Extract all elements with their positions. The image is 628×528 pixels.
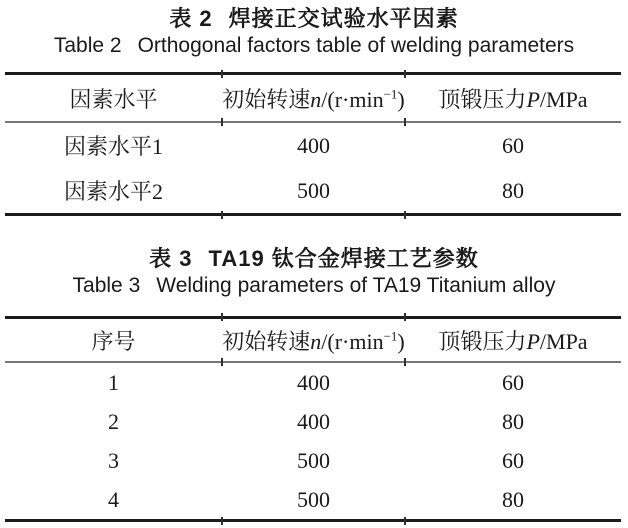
table2-header-initial-speed: 初始转速$n/(r\cdot\min^{-1})$ bbox=[222, 86, 405, 112]
table-row bbox=[5, 362, 621, 402]
cell-serial: 1 bbox=[5, 362, 222, 402]
table3-number-en: Table 3 bbox=[72, 274, 141, 297]
table-row bbox=[5, 480, 621, 521]
cell-pressure-value: 80 bbox=[502, 486, 524, 512]
table2-number-en: Table 2 bbox=[53, 34, 122, 57]
table2-header-factor-level: 因素水平 bbox=[69, 86, 158, 112]
cell-speed-value: 500 bbox=[297, 486, 330, 512]
column-divider-tick bbox=[404, 313, 406, 321]
table2-caption-en bbox=[0, 32, 628, 60]
column-divider-tick bbox=[221, 70, 223, 78]
table3-header-serial-number: 序号 bbox=[91, 328, 136, 354]
cell-pressure-value: 60 bbox=[405, 362, 621, 402]
column-divider-tick bbox=[404, 70, 406, 78]
column-divider-tick bbox=[221, 313, 223, 321]
column-divider-tick bbox=[221, 358, 223, 366]
cell-speed-value: 400 bbox=[222, 362, 405, 402]
table3-header-initial-speed: 初始转速$n/(r\cdot\min^{-1})$ bbox=[222, 328, 405, 354]
cell-level-name: 因素水平1 bbox=[5, 122, 222, 168]
cell-speed-value: 400 bbox=[222, 122, 405, 168]
column-divider-tick bbox=[221, 517, 223, 525]
orthogonal-factors-table bbox=[5, 72, 621, 216]
cell-pressure-value: 60 bbox=[405, 122, 621, 168]
table3-header-upset-pressure: 顶锻压力P/MPa bbox=[438, 328, 588, 354]
welding-parameters-table bbox=[5, 316, 621, 522]
cell-pressure-value: 60 bbox=[502, 447, 524, 473]
table-row bbox=[5, 122, 621, 168]
table3-title-zh: TA19 钛合金焊接工艺参数 bbox=[208, 246, 479, 271]
table2-header-upset-pressure: 顶锻压力P/MPa bbox=[438, 86, 588, 112]
table3-header-row bbox=[5, 318, 621, 363]
table3-title-en: Welding parameters of TA19 Titanium alloy bbox=[156, 274, 556, 297]
table3-caption-zh bbox=[0, 246, 628, 272]
cell-pressure-value: 80 bbox=[502, 177, 524, 203]
cell-speed-value: 500 bbox=[297, 177, 330, 203]
table-row bbox=[5, 168, 621, 215]
cell-speed-value: 400 bbox=[297, 408, 330, 434]
table3-number-zh: 表 3 bbox=[149, 246, 193, 271]
cell-speed-value: 500 bbox=[297, 447, 330, 473]
table2-title-zh: 焊接正交试验水平因素 bbox=[228, 6, 459, 31]
table2-header-row bbox=[5, 74, 621, 123]
table3-caption-en bbox=[0, 272, 628, 300]
cell-level-name: 因素水平2 bbox=[63, 179, 163, 204]
column-divider-tick bbox=[221, 211, 223, 219]
column-divider-tick bbox=[404, 358, 406, 366]
column-divider-tick bbox=[404, 211, 406, 219]
column-divider-tick bbox=[404, 517, 406, 525]
column-divider-tick bbox=[221, 118, 223, 126]
table2-caption-zh bbox=[0, 0, 628, 32]
table2-number-zh: 表 2 bbox=[169, 6, 213, 31]
cell-serial: 2 bbox=[108, 408, 119, 434]
table2-title-en: Orthogonal factors table of welding parameters bbox=[137, 34, 575, 57]
cell-serial: 4 bbox=[108, 486, 119, 512]
cell-pressure-value: 80 bbox=[502, 408, 524, 434]
column-divider-tick bbox=[404, 118, 406, 126]
table-row bbox=[5, 441, 621, 480]
table-row bbox=[5, 402, 621, 441]
cell-serial: 3 bbox=[108, 447, 119, 473]
